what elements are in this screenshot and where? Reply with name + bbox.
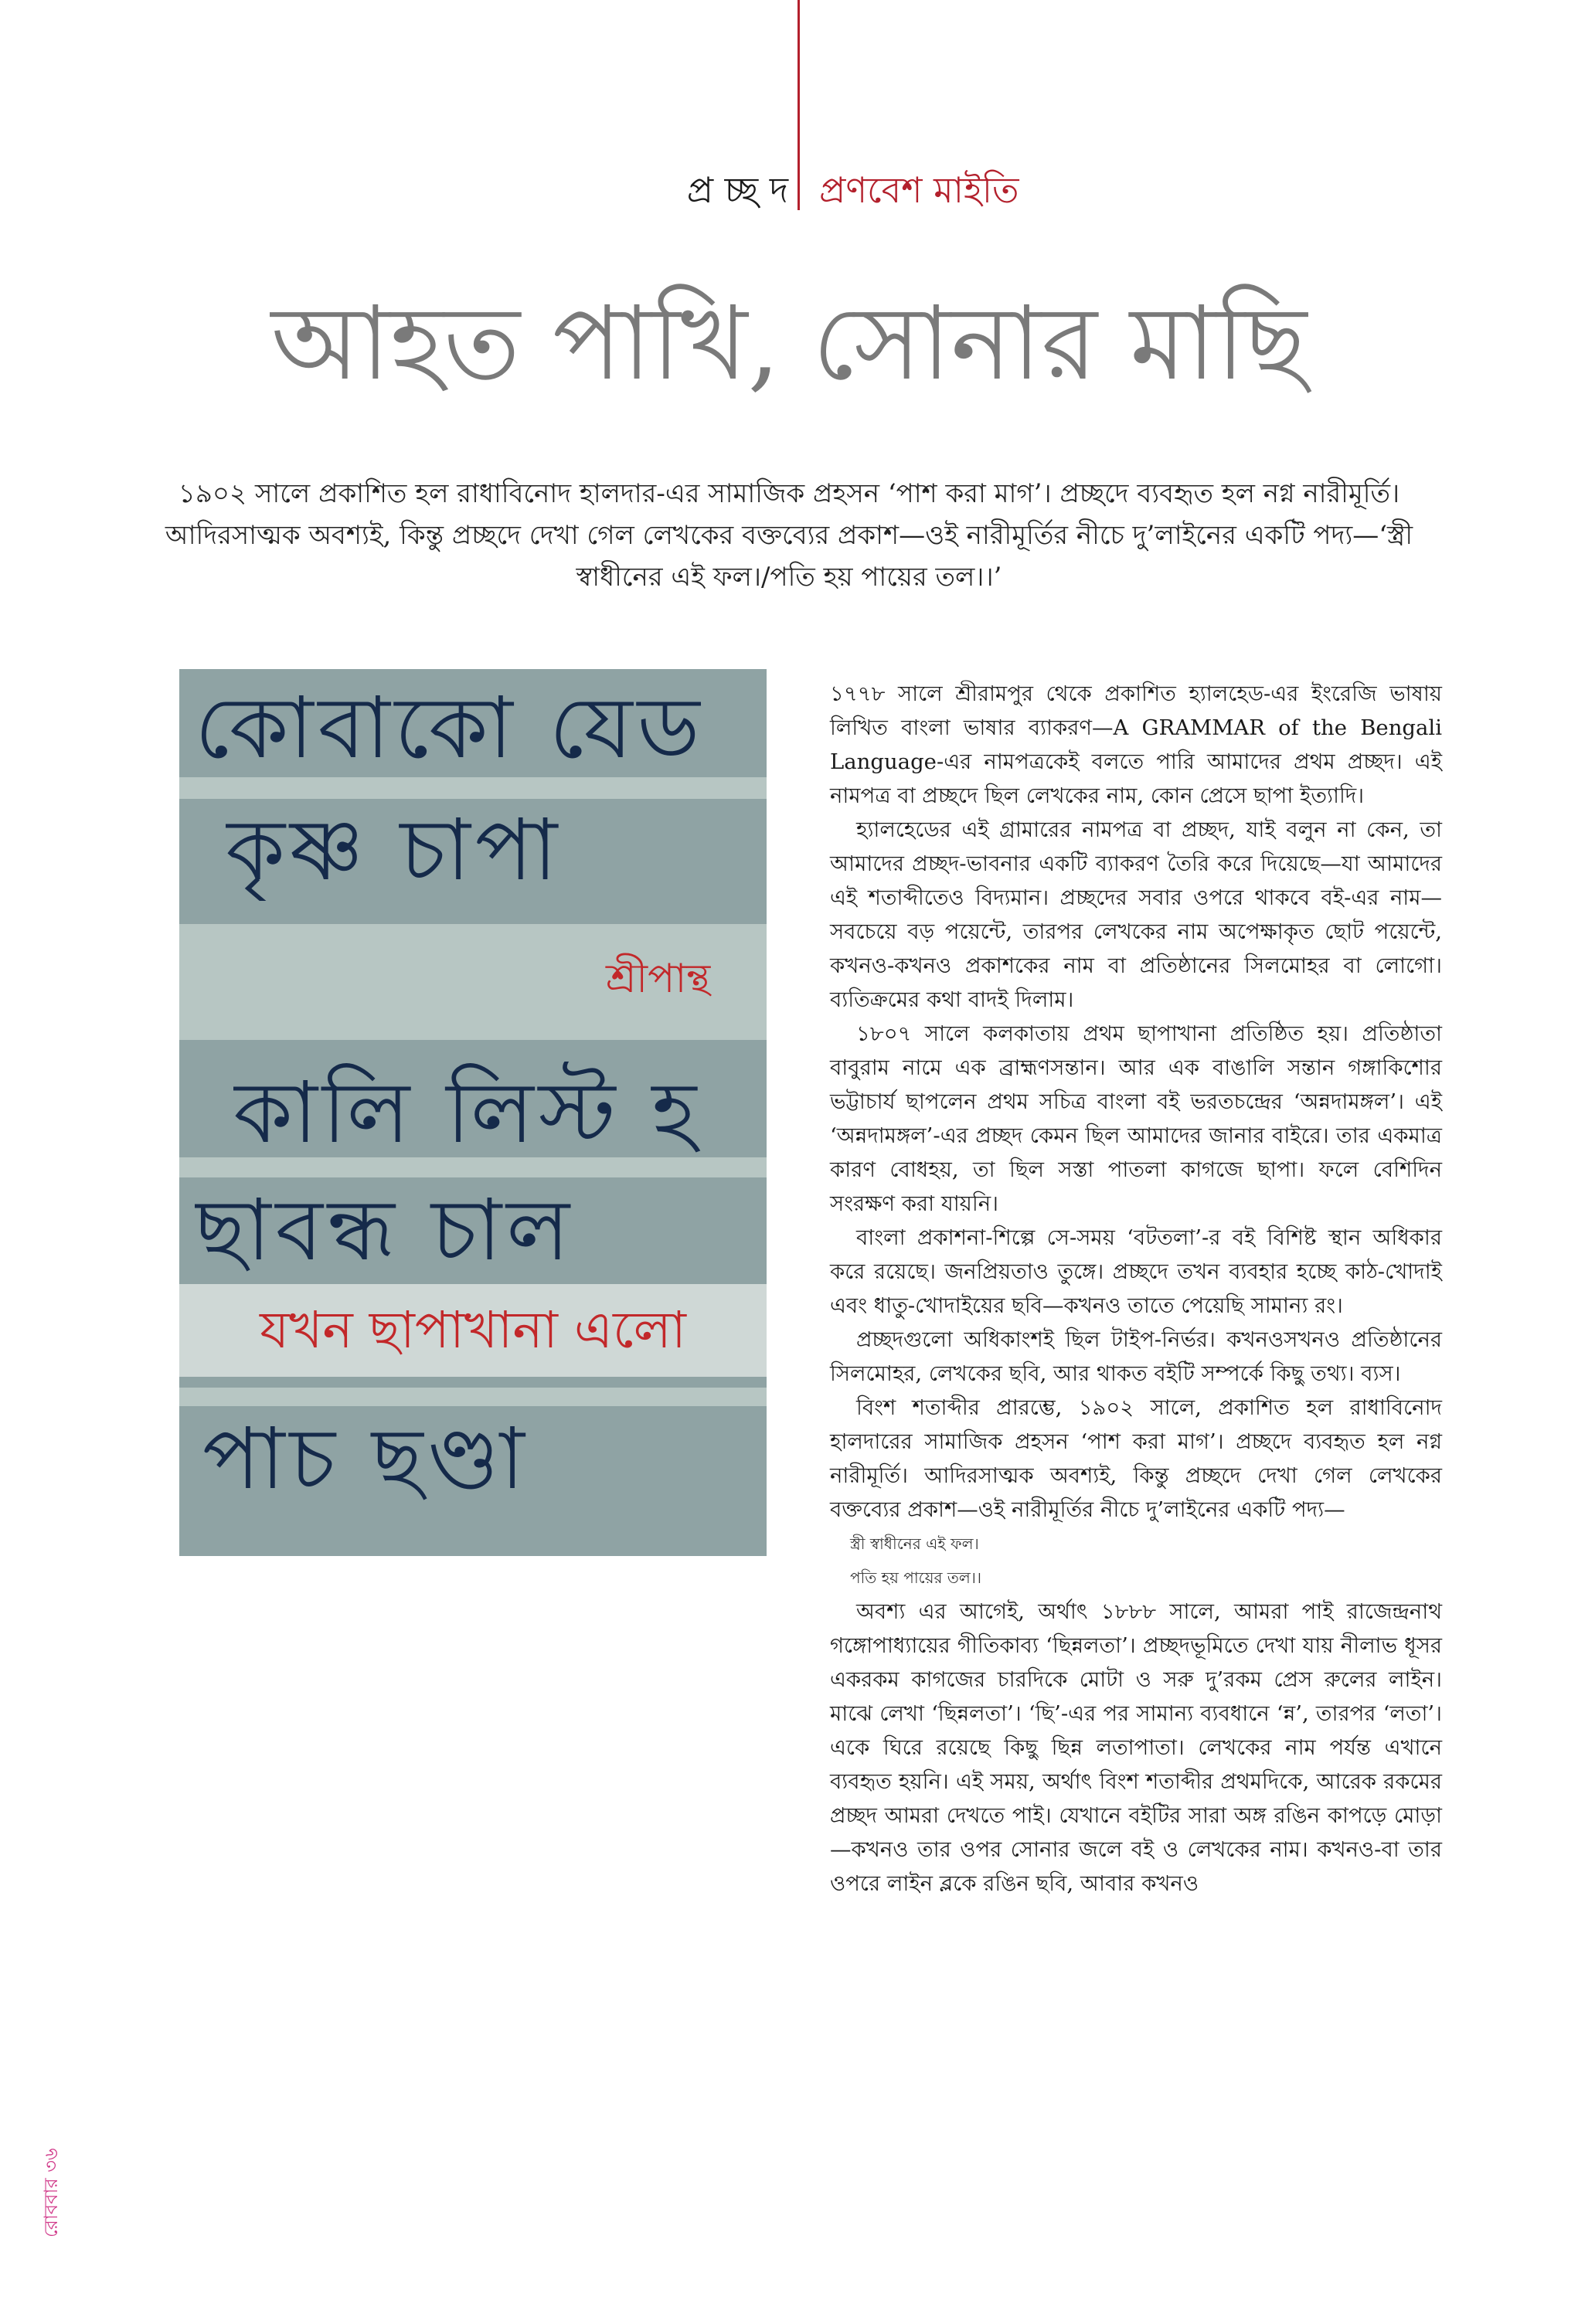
body-paragraph: ১৮০৭ সালে কলকাতায় প্রথম ছাপাখানা প্রতিষ্ঠিত হয়। প্রতিষ্ঠাতা বাবুরাম নামে এক ব্রাহ্মণসন্তান। আর এক বাঙালি সন্তান গঙ্গাকিশোর ভট্টাচার্য ছাপলেন প্রথম সচিত্র বাংলা বই ভরতচন্দ্রের ‘অন্নদামঙ্গল’। এই ‘অন্নদামঙ্গল’-এর প্রচ্ছদ কেমন ছিল আমাদের জানার বাইরে। তার একমাত্র কারণ বোধহয়, তা ছিল সস্তা পাতলা কাগজে ছাপা। ফলে বেশিদিন সংরক্ষণ করা যায়নি। [830, 1021, 1442, 1216]
body-paragraph: হ্যালহেডের এই গ্রামারের নামপত্র বা প্রচ্ছদ, যাই বলুন না কেন, তা আমাদের প্রচ্ছদ-ভাবনার একটি ব্যাকরণ তৈরি করে দিয়েছে—যা আমাদের এই শতাব্দীতেও বিদ্যমান। প্রচ্ছদের সবার ওপরে থাকবে বই-এর নাম—সবচেয়ে বড় পয়েন্টে, তারপর লেখকের নাম অপেক্ষাকৃত ছোট পয়েন্টে, কখনও-কখনও প্রকাশকের নাম বা প্রতিষ্ঠানের সিলমোহর বা লোগো। ব্যতিক্রমের কথা বাদই দিলাম। [830, 817, 1442, 1012]
verse-line: স্ত্রী স্বাধীনের এই ফল। [850, 1534, 979, 1553]
page-folio: রোববার ৩৬ [40, 2148, 62, 2237]
book-cover-image [179, 669, 767, 1556]
cover-letter-row: কোবাকো যেড [195, 678, 705, 777]
body-paragraph: ১৭৭৮ সালে শ্রীরামপুর থেকে প্রকাশিত হ্যালহেড-এর ইংরেজি ভাষায় লিখিত বাংলা ভাষার ব্যাকরণ—A GRAMMAR of the Bengali Language-এর নামপত্রকেই বলতে পারি আমাদের প্রথম প্রচ্ছদ। এই নামপত্র বা প্রচ্ছদে ছিল লেখকের নাম, কোন প্রেসে ছাপা ইত্যাদি। [830, 681, 1442, 808]
body-paragraph: বিংশ শতাব্দীর প্রারম্ভে, ১৯০২ সালে, প্রকাশিত হল রাধাবিনোদ হালদারের সামাজিক প্রহসন ‘পাশ করা মাগ’। প্রচ্ছদে ব্যবহৃত হল নগ্ন নারীমূর্তি। আদিরসাত্মক অবশ্যই, কিন্তু প্রচ্ছদে দেখা গেল লেখকের বক্তব্যের প্রকাশ—ওই নারীমূর্তির নীচে দু’লাইনের একটি পদ্য— [830, 1395, 1442, 1522]
cover-letter-row: কৃষ্ণ চাপা [226, 800, 563, 899]
author-byline: প্রণবেশ মাইতি [819, 169, 1019, 211]
cover-title: যখন ছাপাখানা এলো [179, 1284, 767, 1377]
cover-letter-row: ছাবন্ধ চাল [195, 1181, 575, 1279]
body-paragraph: বাংলা প্রকাশনা-শিল্পে সে-সময় ‘বটতলা’-র বই বিশিষ্ট স্থান অধিকার করে রয়েছে। জনপ্রিয়তাও তুঙ্গে। প্রচ্ছদে তখন ব্যবহার হচ্ছে কাঠ-খোদাই এবং ধাতু-খোদাইয়ের ছবি—কখনও তাতে পেয়েছি সামান্য রং। [830, 1225, 1442, 1318]
verse-line: পতি হয় পায়ের তল।। [850, 1568, 982, 1587]
cover-letter-row: কালি লিস্ট হ [233, 1063, 702, 1162]
article-body [830, 677, 1442, 1901]
cover-author: শ্রীপান্থ [606, 956, 711, 1002]
cover-letter-row: পাচ ছণ্ডা [202, 1409, 529, 1508]
article-lede: ১৯০২ সালে প্রকাশিত হল রাধাবিনোদ হালদার-এর সামাজিক প্রহসন ‘পাশ করা মাগ’। প্রচ্ছদে ব্যবহৃত হল নগ্ন নারীমূর্তি। আদিরসাত্মক অবশ্যই, কিন্তু প্রচ্ছদে দেখা গেল লেখকের বক্তব্যের প্রকাশ—ওই নারীমূর্তির নীচে দু’লাইনের একটি পদ্য—‘স্ত্রী স্বাধীনের এই ফল।/পতি হয় পায়ের তল।।’ [165, 478, 1413, 593]
header-divider [798, 0, 800, 210]
body-paragraph: প্রচ্ছদগুলো অধিকাংশই ছিল টাইপ-নির্ভর। কখনওসখনও প্রতিষ্ঠানের সিলমোহর, লেখকের ছবি, আর থাকত বইটি সম্পর্কে কিছু তথ্য। ব্যস। [830, 1327, 1442, 1386]
cover-texture-band [179, 777, 767, 799]
body-paragraph: অবশ্য এর আগেই, অর্থাৎ ১৮৮৮ সালে, আমরা পাই রাজেন্দ্রনাথ গঙ্গোপাধ্যায়ের গীতিকাব্য ‘ছিন্নলতা’। প্রচ্ছদভূমিতে দেখা যায় নীলাভ ধূসর একরকম কাগজের চারদিকে মোটা ও সরু দু’রকম প্রেস রুলের লাইন। মাঝে লেখা ‘ছিন্নলতা’। ‘ছি’-এর পর সামান্য ব্যবধানে ‘ন্ন’, তারপর ‘লতা’। একে ঘিরে রয়েছে কিছু ছিন্ন লতাপাতা। লেখকের নাম পর্যন্ত এখানে ব্যবহৃত হয়নি। এই সময়, অর্থাৎ বিংশ শতাব্দীর প্রথমদিকে, আরেক রকমের প্রচ্ছদ আমরা দেখতে পাই। যেখানে বইটির সারা অঙ্গ রঙিন কাপড়ে মোড়া—কখনও তার ওপর সোনার জলে বই ও লেখকের নাম। কখনও-বা তার ওপরে লাইন ব্লকে রঙিন ছবি, আবার কখনও [830, 1599, 1442, 1896]
cover-texture-band [179, 1388, 767, 1406]
article-title: আহত পাখি, সোনার মাছি [270, 284, 1308, 403]
section-label: প্র চ্ছ দ [686, 169, 788, 211]
